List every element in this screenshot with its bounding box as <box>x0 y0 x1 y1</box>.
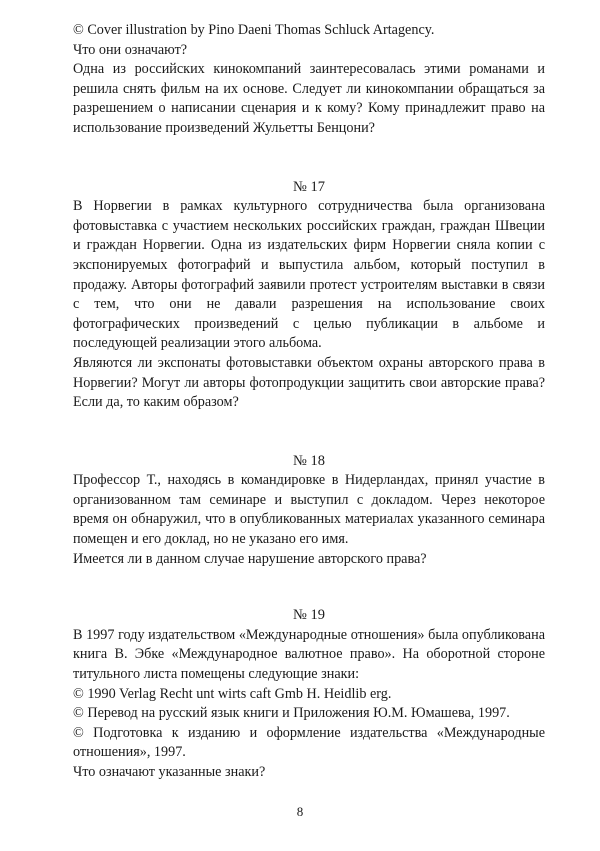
case-18-paragraph-2: Имеется ли в данном случае нарушение авторского права? <box>73 550 427 567</box>
intro-paragraph: Одна из российских кинокомпаний заинтересовалась этими романами и решила снять фильм на их основе. Следует ли кинокомпании обращаться за разрешением о написании сценария и к кому? Кому принадлежит право на использование произведений Жульетты Бенцони? <box>73 61 545 136</box>
case-heading-18: № 18 <box>293 452 325 469</box>
spacer <box>73 569 545 606</box>
case-heading-17: № 17 <box>293 178 325 195</box>
case-19-question: Что означают указанные знаки? <box>73 764 266 780</box>
case-19-copyright-line-1: © 1990 Verlag Recht unt wirts caft Gmb H. Heidlib erg. <box>73 685 392 702</box>
case-18-paragraph-1: Профессор Т., находясь в командировке в Нидерландах, принял участие в организованном там семинаре и выступил с докладом. Через некоторое время он обнаружил, что в опубликованных материалах указанного семинара помещен и его доклад, но не указано его имя. <box>73 472 545 548</box>
copyright-line: © Cover illustration by Pino Daeni Thomas Schluck Artagency. <box>73 22 435 38</box>
question-text: Что они означают? <box>73 41 188 58</box>
spacer <box>73 413 545 452</box>
case-19-copyright-line-3: © Подготовка к изданию и оформление издательства «Международные отношения», 1997. <box>73 724 545 761</box>
page-number: 8 <box>296 804 304 819</box>
case-heading-19: № 19 <box>293 607 325 624</box>
page-content <box>73 21 545 783</box>
case-19-copyright-line-2: © Перевод на русский язык книги и Приложения Ю.М. Юмашева, 1997. <box>73 705 510 722</box>
case-17-paragraph-1: В Норвегии в рамках культурного сотрудничества была организована фотовыставка с участием нескольких российских граждан, граждан Швеции и граждан Норвегии. Одна из издательских фирм Норвегии сняла копии с экспонируемых фотографий и выпустила альбом, который поступил в продажу. Авторы фотографий заявили протест устроителям выставки в связи с тем, что они не давали разрешения на использование своих фотографических произведений с целью публикации в альбоме и последующей реализации этого альбома. <box>73 198 545 352</box>
case-17-paragraph-2: Являются ли экспонаты фотовыставки объектом охраны авторского права в Норвегии? Могут ли авторы фотопродукции защитить свои авторские права? Если да, то каким образом? <box>73 354 545 411</box>
spacer <box>73 139 545 178</box>
case-19-paragraph-1: В 1997 году издательством «Международные отношения» была опубликована книга В. Эбке «Международное валютное право». На оборотной стороне титульного листа помещены следующие знаки: <box>73 626 545 683</box>
